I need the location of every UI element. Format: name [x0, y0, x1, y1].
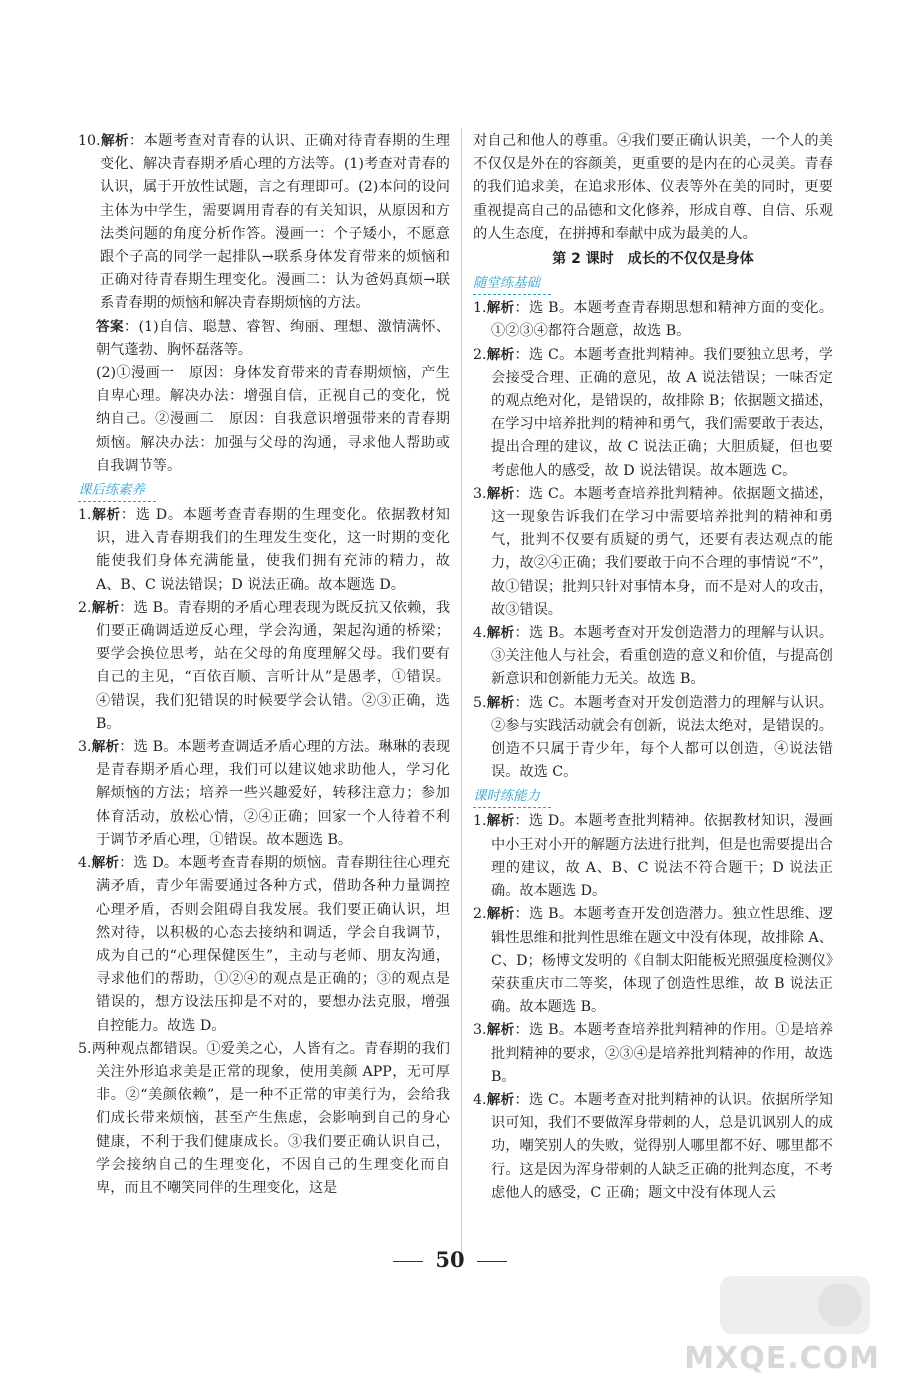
answer-item [473, 1019, 833, 1089]
answer-item [473, 1089, 833, 1205]
item-text: ：选 C。本题考查对开发创造潜力的理解与认识。②参与实践活动就会有创新，说法太绝对，是错误的。创造不只属于青少年，每个人都可以创造，④说法错误。故选 C。 [491, 694, 833, 781]
answer-item [78, 1038, 450, 1200]
answer-item [78, 852, 450, 1038]
answer-item [78, 736, 450, 852]
item-number: 3. [473, 1022, 487, 1039]
answer-block [78, 316, 450, 362]
answer-item [473, 692, 833, 785]
item-number: 3. [473, 485, 487, 502]
analysis-keyword: 解析 [486, 625, 515, 642]
answer-item [78, 504, 450, 597]
item-text: ：选 D。本题考查批判精神。依据教材知识，漫画中小王对小开的解题方法进行批判，但是也需要提出合理的建议，故 A、B、C 说法不符合题干；D 说法正确。故本题选 D。 [491, 813, 833, 900]
question-number: 10. [78, 133, 101, 149]
item-number: 2. [473, 346, 487, 363]
page-number-dash-right [477, 1261, 507, 1262]
analysis-keyword: 解析 [91, 739, 120, 756]
analysis-keyword: 解析 [486, 694, 515, 711]
section-heading: 随堂练基础 [473, 274, 551, 295]
item-text: ：选 B。本题考查开发创造潜力。独立性思维、逻辑性思维和批判性思维在题文中没有体现，故排除 A、C、D；杨博文发明的《自制太阳能板光照强度检测仪》荣获重庆市二等奖，体现了创造性思维，故 B 说法正确。故本题选 B。 [491, 906, 834, 1016]
answer-item [473, 903, 833, 1019]
analysis-keyword: 解析 [486, 906, 515, 923]
answer-item [473, 483, 833, 622]
question-10 [78, 130, 450, 316]
answer-text-2: (2)①漫画一 原因：身体发育带来的青春期烦恼，产生自卑心理。解决办法：增强自信，正视自己的变化，悦纳自己。②漫画二 原因：自我意识增强带来的青春期烦恼。解决办法：加强与父母的沟通，寻求他人帮助或自我调节等。 [96, 365, 450, 474]
item-number: 2. [473, 906, 487, 923]
continued-text: 对自己和他人的尊重。④我们要正确认识美，一个人的美不仅仅是外在的容颜美，更重要的是内在的心灵美。青春的我们追求美，在追求形体、仪表等外在美的同时，更要重视提高自己的品德和文化修养，形成自尊、自信、乐观的人生态度，在拼搏和奉献中成为最美的人。 [473, 133, 833, 242]
watermark-text: MXQE.COM [684, 1341, 880, 1376]
item-number: 2. [78, 599, 92, 616]
answer-item [473, 622, 833, 692]
right-column [473, 130, 833, 1205]
item-text: ：选 B。青春期的矛盾心理表现为既反抗又依赖，我们要正确调适逆反心理，学会沟通，架起沟通的桥梁；要学会换位思考，站在父母的角度理解父母。我们要有自己的主见，“百依百顺、言听计从”是愚孝，①错误。④错误，我们犯错误的时候要学会认错。②③正确，选 B。 [96, 599, 451, 732]
analysis-keyword: 解析 [100, 133, 130, 149]
page-number-dash-left [393, 1261, 423, 1262]
analysis-keyword: 解析 [91, 599, 120, 616]
page-number-text: 50 [435, 1247, 465, 1272]
question-text: ：本题考查对青春的认识、正确对待青春期的生理变化、解决青春期矛盾心理的方法等。(1)考查对青春的认识，属于开放性试题，言之有理即可。(2)本问的设问主体为中学生，需要调用青春的有关知识，从原因和方法类问题的角度分析作答。漫画一：个子矮小，不愿意跟个子高的同学一起排队→联系身体发育带来的烦恼和正确对待青春期生理变化。漫画二：认为爸妈真烦→联系青春期的烦恼和解决青春期烦恼的方法。 [100, 133, 450, 312]
answer-item [473, 344, 833, 483]
answer-item [473, 297, 833, 343]
analysis-keyword: 解析 [486, 300, 515, 317]
analysis-keyword: 解析 [486, 346, 515, 363]
item-number: 5. [473, 694, 487, 711]
answer-item [78, 597, 450, 736]
item-number: 1. [473, 813, 487, 830]
left-column [78, 130, 450, 1200]
item-text: 两种观点都错误。①爱美之心，人皆有之。青春期的我们关注外形追求美是正常的现象，使用美颜 APP，无可厚非。②“美颜依赖”，是一种不正常的审美行为，会给我们成长带来烦恼，甚至产生焦虑，会影响到自己的身心健康，不利于我们健康成长。③我们要正确认识自己，学会接纳自己的生理变化，不因自己的生理变化而自卑，而且不嘲笑同伴的生理变化，这是 [91, 1040, 450, 1196]
item-text: ：选 C。本题考查批判精神。我们要独立思考，学会接受合理、正确的意见，故 A 说法错误；一味否定的观点绝对化，是错误的，故排除 B；依据题文描述，在学习中培养批判的精神和勇气，我们需要敢于表达，提出合理的建议，故 C 说法正确；大胆质疑，但也要考虑他人的感受，故 D 说法错误。故本题选 C。 [491, 346, 833, 479]
item-text: ：选 C。本题考查对批判精神的认识。依据所学知识可知，我们不要做浑身带刺的人，总是讥讽别人的成功，嘲笑别人的失败，觉得别人哪里都不好、哪里都不行。这是因为浑身带刺的人缺乏正确的批判态度，不考虑他人的感受，C 正确；题文中没有体现人云 [491, 1091, 833, 1201]
item-number: 4. [473, 1091, 487, 1108]
item-number: 5. [78, 1040, 92, 1057]
item-number: 3. [78, 739, 92, 756]
analysis-keyword: 解析 [486, 1091, 515, 1108]
column-divider [461, 128, 462, 1253]
analysis-keyword: 解析 [486, 1022, 515, 1039]
analysis-keyword: 解析 [91, 855, 120, 872]
analysis-keyword: 解析 [486, 485, 515, 502]
item-number: 1. [473, 300, 487, 317]
answer-keyword: 答案 [96, 318, 124, 335]
section-heading: 课时练能力 [473, 787, 551, 808]
answer-text: ：(1)自信、聪慧、睿智、绚丽、理想、激情满怀、朝气蓬勃、胸怀磊落等。 [96, 318, 450, 358]
answer-item [473, 810, 833, 903]
item-text: ：选 D。本题考查青春期的烦恼。青春期往往心理充满矛盾，青少年需要通过各种方式，借助各种力量调控心理矛盾，否则会阻碍自我发展。我们要正确认识，坦然对待，以积极的心态去接纳和调适，学会自我调节，成为自己的“心理保健医生”，主动与老师、朋友沟通，寻求他们的帮助，①②④的观点是正确的；③的观点是错误的，想方设法压抑是不对的，要想办法克服，增强自控能力。故选 D。 [96, 855, 450, 1034]
item-number: 4. [473, 625, 487, 642]
analysis-keyword: 解析 [91, 507, 121, 524]
item-text: ：选 C。本题考查培养批判精神。依据题文描述，这一现象告诉我们在学习中需要培养批判的精神和勇气，批判不仅要有质疑的勇气，还要有表达观点的能力，故②④正确；我们要敢于向不合理的事情说“不”，故①错误；批判只针对事情本身，而不是对人的攻击，故③错误。 [491, 485, 833, 618]
item-text: ：选 B。本题考查调适矛盾心理的方法。琳琳的表现是青春期矛盾心理，我们可以建议她求助他人，学习化解烦恼的方法；培养一些兴趣爱好，转移注意力；参加体育活动，放松心情，②④正确；回家一个人待着不利于调节矛盾心理，①错误。故本题选 B。 [96, 739, 451, 848]
item-text: ：选 B。本题考查培养批判精神的作用。①是培养批判精神的要求，②③④是培养批判精神的作用，故选 B。 [491, 1022, 834, 1085]
lesson-title: 第 2 课时 成长的不仅仅是身体 [552, 251, 754, 268]
item-number: 1. [78, 507, 92, 524]
section-heading: 课后练素养 [78, 481, 156, 502]
page-number [0, 1247, 900, 1272]
answer-block-2 [78, 362, 450, 478]
item-text: ：选 B。本题考查青春期思想和精神方面的变化。①②③④都符合题意，故选 B。 [491, 300, 834, 340]
item-text: ：选 B。本题考查对开发创造潜力的理解与认识。③关注他人与社会，看重创造的意义和价值，与提高创新意识和创新能力无关。故选 B。 [491, 625, 834, 688]
item-number: 4. [78, 855, 92, 872]
analysis-keyword: 解析 [486, 813, 515, 830]
item-text: ：选 D。本题考查青春期的生理变化。依据教材知识，进入青春期我们的生理发生变化，这一时期的变化能使我们身体充满能量，使我们拥有充沛的精力，故 A、B、C 说法错误；D 说法正确。故本题选 D。 [96, 507, 450, 593]
